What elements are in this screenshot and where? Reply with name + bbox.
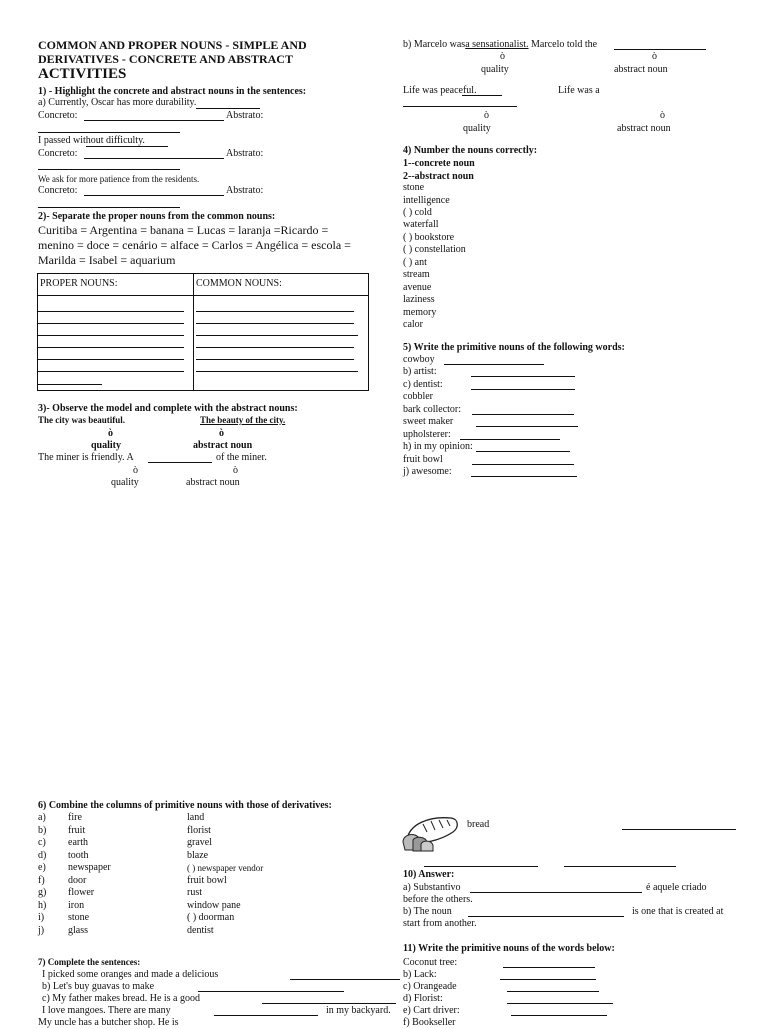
q6-primitive: stone: [68, 912, 90, 923]
q3-heading: 3)- Observe the model and complete with the abstract nouns:: [38, 403, 298, 414]
abstract-noun-label: abstract noun: [614, 64, 668, 75]
q6-letter: d): [38, 850, 47, 861]
q11-item: c) Orangeade: [403, 981, 457, 992]
q5-answer-line[interactable]: [460, 439, 560, 440]
q10-a-text-2: before the others.: [403, 894, 473, 905]
q1-heading: 1) - Highlight the concrete and abstract nouns in the sentences:: [38, 86, 307, 97]
q4-item[interactable]: memory: [403, 307, 437, 318]
concreto-label: Concreto:: [38, 185, 78, 196]
worksheet-title-line1: COMMON AND PROPER NOUNS - SIMPLE AND: [38, 38, 307, 52]
q4-item[interactable]: ( ) constellation: [403, 244, 466, 255]
concreto-answer-line[interactable]: [84, 120, 224, 121]
q5-item: sweet maker: [403, 416, 454, 427]
q11-item: e) Cart driver:: [403, 1005, 460, 1016]
quality-label: quality: [111, 477, 139, 488]
q7-answer-line[interactable]: [214, 1015, 318, 1016]
bread-answer-line[interactable]: [564, 866, 676, 867]
q11-answer-line[interactable]: [507, 991, 599, 992]
q6-letter: a): [38, 812, 46, 823]
q10-b-answer-line[interactable]: [468, 916, 624, 917]
q5-heading: 5) Write the primitive nouns of the following words:: [403, 342, 625, 353]
q4-item[interactable]: ( ) ant: [403, 257, 427, 268]
down-arrow-icon: ò: [133, 465, 138, 476]
q7-answer-line[interactable]: [198, 991, 344, 992]
proper-nouns-cell[interactable]: [38, 296, 194, 391]
q3-model-sentence: The city was beautiful.: [38, 415, 126, 425]
q6-primitive: iron: [68, 900, 85, 911]
top-answer-line[interactable]: [614, 49, 706, 50]
life-sentence-answer: Life was a: [558, 85, 600, 96]
down-arrow-icon: ò: [660, 110, 665, 121]
q4-option-1: 1--concrete noun: [403, 158, 475, 169]
q2-word-list-line2: menino = doce = cenário = alface = Carlos = Angélica = escola =: [38, 238, 351, 252]
q5-answer-line[interactable]: [476, 451, 570, 452]
top-sentence-b: b) Marcelo wasa sensationalist. Marcelo told the: [403, 39, 598, 50]
q4-item[interactable]: stream: [403, 269, 430, 280]
q6-derivative[interactable]: dentist: [187, 925, 214, 936]
q7-sentence-3: c) My father makes bread. He is a good: [42, 993, 200, 1004]
proper-answer-line[interactable]: [38, 323, 184, 324]
q11-item: d) Florist:: [403, 993, 443, 1004]
q6-letter: g): [38, 887, 47, 898]
quality-label: quality: [463, 123, 491, 134]
q7-sentence-4-end: in my backyard.: [326, 1005, 391, 1016]
q6-derivative[interactable]: ( ) newspaper vendor: [187, 863, 264, 873]
q5-answer-line[interactable]: [471, 389, 575, 390]
bread-label: bread: [467, 819, 490, 830]
q5-answer-line[interactable]: [471, 376, 575, 377]
q7-heading: 7) Complete the sentences:: [38, 957, 141, 967]
q7-sentence-1: I picked some oranges and made a delicious: [42, 969, 219, 980]
concreto-answer-line[interactable]: [84, 158, 224, 159]
q6-derivative[interactable]: blaze: [187, 850, 209, 861]
q2-heading: 2)- Separate the proper nouns from the common nouns:: [38, 211, 276, 222]
q6-primitive: flower: [68, 887, 95, 898]
q3-exercise-1: The miner is friendly. A: [38, 452, 134, 463]
q5-item: c) dentist:: [403, 379, 443, 390]
q4-item[interactable]: ( ) cold: [403, 207, 432, 218]
q4-item[interactable]: calor: [403, 319, 423, 330]
quality-label: quality: [481, 64, 509, 75]
common-nouns-header: COMMON NOUNS:: [194, 274, 369, 296]
q6-derivative[interactable]: florist: [187, 825, 211, 836]
q6-primitive: fire: [68, 812, 82, 823]
q4-item[interactable]: laziness: [403, 294, 435, 305]
q7-answer-line[interactable]: [290, 979, 400, 980]
life-sentence: Life was peaceful.: [403, 85, 477, 96]
abstrato-label: Abstrato:: [226, 148, 264, 159]
q5-answer-line[interactable]: [444, 364, 544, 365]
q11-answer-line[interactable]: [507, 1003, 613, 1004]
q6-derivative[interactable]: window pane: [187, 900, 241, 911]
proper-answer-line[interactable]: [38, 311, 184, 312]
q10-heading: 10) Answer:: [403, 869, 455, 880]
q10-b-text-2: start from another.: [403, 918, 477, 929]
highlight-underline: [196, 108, 260, 109]
highlight-underline: [462, 95, 502, 96]
down-arrow-icon: ò: [108, 428, 113, 439]
abstrato-answer-line[interactable]: [38, 132, 180, 133]
q5-answer-line[interactable]: [476, 426, 578, 427]
q4-item[interactable]: intelligence: [403, 195, 450, 206]
q6-letter: j): [38, 925, 45, 936]
q1-sentence-c: We ask for more patience from the residents.: [38, 174, 200, 184]
q7-sentence-4: I love mangoes. There are many: [42, 1005, 171, 1016]
down-arrow-icon: ò: [500, 51, 505, 62]
q7-sentence-2: b) Let's buy guavas to make: [42, 981, 155, 992]
q1-sentence-b: I passed without difficulty.: [38, 135, 145, 146]
q4-heading: 4) Number the nouns correctly:: [403, 145, 538, 156]
abstract-noun-label: abstract noun: [186, 477, 240, 488]
common-answer-line[interactable]: [196, 335, 358, 336]
q6-primitive: newspaper: [68, 862, 111, 873]
common-answer-line[interactable]: [196, 347, 354, 348]
nouns-table: [37, 273, 369, 391]
q7-answer-line[interactable]: [262, 1003, 396, 1004]
q6-derivative[interactable]: ( ) doorman: [187, 912, 235, 923]
q5-answer-line[interactable]: [471, 476, 577, 477]
q6-letter: h): [38, 900, 47, 911]
q6-derivative[interactable]: gravel: [187, 837, 212, 848]
down-arrow-icon: ò: [219, 428, 224, 439]
q5-item: upholsterer:: [403, 429, 451, 440]
q5-item: b) artist:: [403, 366, 437, 377]
q6-derivative[interactable]: land: [187, 812, 205, 823]
abstrato-answer-line[interactable]: [38, 169, 180, 170]
q11-item: f) Bookseller: [403, 1017, 456, 1028]
highlight-underline: [86, 146, 168, 147]
q7-sentence-5: My uncle has a butcher shop. He is: [38, 1017, 179, 1028]
q5-answer-line[interactable]: [472, 414, 574, 415]
q5-item: cowboy: [403, 354, 435, 365]
q3-model-answer: The beauty of the city.: [200, 415, 286, 425]
q6-letter: c): [38, 837, 46, 848]
q11-answer-line[interactable]: [503, 967, 595, 968]
q6-derivative[interactable]: rust: [187, 887, 202, 898]
bread-answer-line[interactable]: [424, 866, 538, 867]
down-arrow-icon: ò: [484, 110, 489, 121]
q5-item: fruit bowl: [403, 454, 443, 465]
q6-letter: e): [38, 862, 46, 873]
bread-answer-line[interactable]: [622, 829, 736, 830]
q6-primitive: earth: [68, 837, 88, 848]
proper-nouns-header: PROPER NOUNS:: [38, 274, 194, 296]
abstrato-label: Abstrato:: [226, 185, 264, 196]
q4-item[interactable]: stone: [403, 182, 425, 193]
concreto-label: Concreto:: [38, 148, 78, 159]
q11-answer-line[interactable]: [511, 1015, 607, 1016]
q5-answer-line[interactable]: [472, 464, 574, 465]
q1-sentence-a: a) Currently, Oscar has more durability.: [38, 97, 197, 108]
q3-exercise-1-end: of the miner.: [216, 452, 267, 463]
worksheet-title-line2: DERIVATIVES - CONCRETE AND ABSTRACT: [38, 52, 293, 66]
q6-derivative[interactable]: fruit bowl: [187, 875, 227, 886]
q10-a-text: é aquele criado: [646, 882, 707, 893]
q5-item: cobbler: [403, 391, 433, 402]
down-arrow-icon: ò: [652, 51, 657, 62]
q4-option-2: 2--abstract noun: [403, 171, 474, 182]
q6-letter: b): [38, 825, 47, 836]
quality-label: quality: [91, 440, 122, 451]
down-arrow-icon: ò: [233, 465, 238, 476]
q6-primitive: glass: [68, 925, 88, 936]
q11-item: Coconut tree:: [403, 957, 458, 968]
q4-item[interactable]: avenue: [403, 282, 432, 293]
concreto-label: Concreto:: [38, 110, 78, 121]
q10-b-text: is one that is created at: [632, 906, 724, 917]
q6-heading: 6) Combine the columns of primitive nouns with those of derivatives:: [38, 800, 332, 811]
q5-item: h) in my opinion:: [403, 441, 473, 452]
q11-item: b) Lack:: [403, 969, 437, 980]
concreto-answer-line[interactable]: [84, 195, 224, 196]
common-answer-line[interactable]: [196, 359, 354, 360]
common-answer-line[interactable]: [196, 371, 358, 372]
abstract-noun-label: abstract noun: [617, 123, 671, 134]
q10-a-label: a) Substantivo: [403, 882, 461, 893]
proper-answer-line[interactable]: [38, 359, 184, 360]
common-answer-line[interactable]: [196, 323, 354, 324]
q6-primitive: tooth: [68, 850, 89, 861]
bread-picture: [399, 810, 461, 852]
common-nouns-cell[interactable]: [194, 296, 369, 391]
q11-heading: 11) Write the primitive nouns of the words below:: [403, 943, 615, 954]
q11-answer-line[interactable]: [500, 979, 596, 980]
q6-letter: f): [38, 875, 45, 886]
q2-word-list-line3: Marilda = Isabel = aquarium: [38, 253, 176, 267]
q10-a-answer-line[interactable]: [470, 892, 642, 893]
life-answer-line[interactable]: [403, 106, 517, 107]
proper-answer-line[interactable]: [38, 335, 184, 336]
activities-heading: ACTIVITIES: [38, 66, 127, 82]
q6-letter: i): [38, 912, 45, 923]
q6-primitive: door: [68, 875, 87, 886]
proper-answer-line[interactable]: [38, 371, 184, 372]
proper-answer-line[interactable]: [38, 384, 102, 385]
q3-answer-line[interactable]: [148, 462, 212, 463]
q5-item: bark collector:: [403, 404, 462, 415]
proper-answer-line[interactable]: [38, 347, 184, 348]
q2-word-list-line1: Curitiba = Argentina = banana = Lucas = laranja =Ricardo =: [38, 223, 329, 237]
q4-item[interactable]: ( ) bookstore: [403, 232, 455, 243]
abstrato-label: Abstrato:: [226, 110, 264, 121]
q6-primitive: fruit: [68, 825, 86, 836]
abstrato-answer-line[interactable]: [38, 207, 180, 208]
q10-b-label: b) The noun: [403, 906, 452, 917]
abstract-noun-label: abstract noun: [193, 440, 253, 451]
common-answer-line[interactable]: [196, 311, 354, 312]
q5-item: j) awesome:: [403, 466, 452, 477]
q4-item[interactable]: waterfall: [403, 219, 439, 230]
